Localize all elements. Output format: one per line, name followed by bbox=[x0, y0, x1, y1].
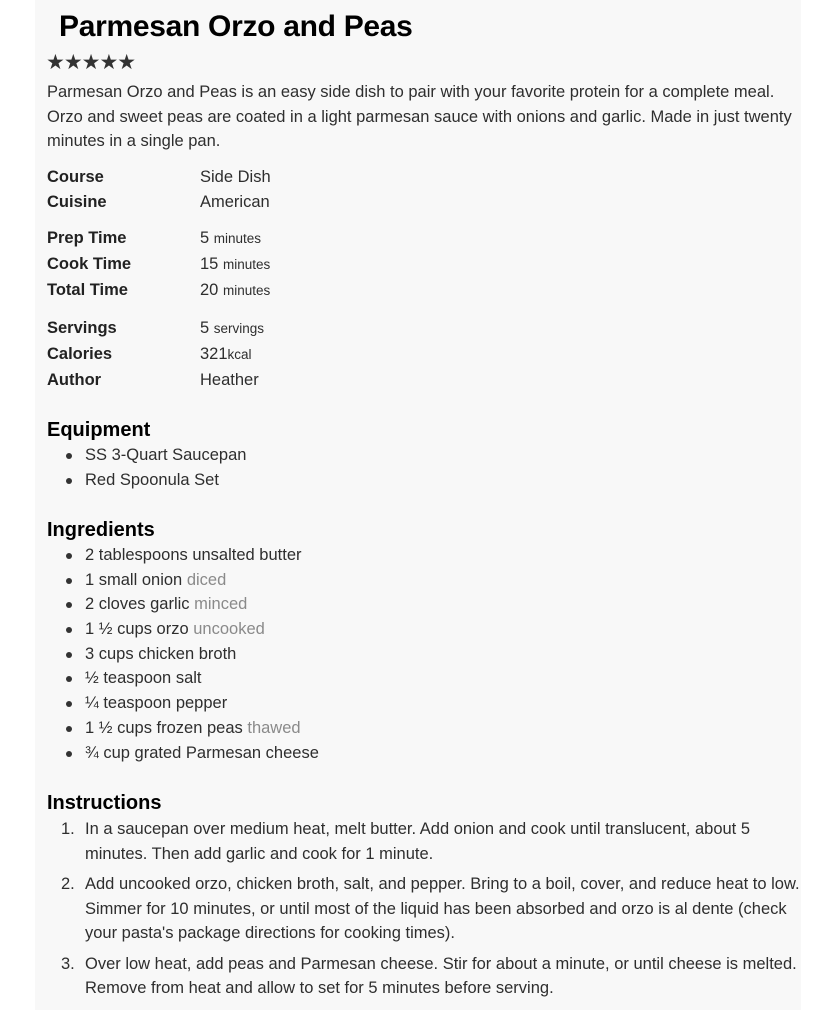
step-text: Over low heat, add peas and Parmesan cheese. Stir for about a minute, or until cheese is melted. Remove from heat and allow to set for 5 minutes before serving. bbox=[85, 954, 797, 997]
calories-unit: kcal bbox=[227, 347, 252, 362]
cuisine-value: American bbox=[200, 193, 270, 211]
servings-label: Servings bbox=[47, 319, 117, 337]
star-rating[interactable]: ★★★★★ bbox=[46, 51, 136, 74]
ingredients-list bbox=[47, 543, 319, 765]
equipment-list bbox=[47, 443, 246, 492]
ingredient-note: thawed bbox=[247, 718, 301, 737]
ingredients-heading: Ingredients bbox=[47, 519, 155, 541]
prep-time-number: 5 bbox=[200, 229, 210, 247]
ingredient-text: 1 ½ cups frozen peas bbox=[85, 718, 243, 737]
recipe-description: Parmesan Orzo and Peas is an easy side dish to pair with your favorite protein for a complete meal. Orzo and sweet peas are coated in a light parmesan sauce with onions and garlic. Made in just twenty minutes in a single pan. bbox=[47, 83, 792, 150]
instruction-step bbox=[47, 817, 805, 866]
course-value: Side Dish bbox=[200, 168, 271, 186]
cook-time-value bbox=[200, 255, 270, 274]
course-label: Course bbox=[47, 168, 104, 186]
ingredient-item bbox=[47, 543, 319, 568]
calories-number: 321 bbox=[200, 345, 228, 363]
step-number: 2. bbox=[61, 875, 75, 893]
ingredient-text: 1 ½ cups orzo bbox=[85, 620, 189, 639]
ingredient-note: diced bbox=[186, 570, 227, 589]
cuisine-label: Cuisine bbox=[47, 193, 107, 211]
ingredient-text: 1 small onion bbox=[85, 570, 183, 589]
ingredient-text: ¼ teaspoon pepper bbox=[85, 694, 228, 713]
equipment-item[interactable]: SS 3-Quart Saucepan bbox=[47, 443, 246, 468]
total-time-unit: minutes bbox=[222, 283, 271, 298]
ingredient-text: 3 cups chicken broth bbox=[85, 644, 237, 663]
prep-time-unit: minutes bbox=[213, 231, 262, 246]
ingredient-item bbox=[47, 568, 319, 593]
ingredient-item bbox=[47, 716, 319, 741]
total-time-label: Total Time bbox=[47, 281, 128, 299]
ingredient-text: 2 cloves garlic bbox=[85, 595, 190, 614]
cook-time-number: 15 bbox=[200, 255, 219, 273]
ingredient-note: uncooked bbox=[193, 620, 265, 639]
ingredient-item bbox=[47, 617, 319, 642]
equipment-item[interactable]: Red Spoonula Set bbox=[47, 468, 246, 493]
prep-time-value bbox=[200, 229, 261, 248]
ingredient-item bbox=[47, 741, 319, 766]
ingredient-text: ¾ cup grated Parmesan cheese bbox=[85, 743, 319, 762]
servings-number: 5 bbox=[200, 319, 210, 337]
servings-unit: servings bbox=[213, 321, 265, 336]
instructions-heading: Instructions bbox=[47, 792, 162, 814]
author-value: Heather bbox=[200, 371, 259, 389]
total-time-value bbox=[200, 281, 270, 300]
step-number: 1. bbox=[61, 820, 75, 838]
cook-time-unit: minutes bbox=[222, 257, 271, 272]
calories-label: Calories bbox=[47, 345, 113, 363]
ingredient-text: 2 tablespoons unsalted butter bbox=[85, 546, 302, 564]
recipe-title: Parmesan Orzo and Peas bbox=[59, 10, 413, 43]
prep-time-label: Prep Time bbox=[47, 229, 127, 247]
author-label: Author bbox=[47, 371, 102, 389]
ingredient-item bbox=[47, 666, 319, 691]
equipment-heading: Equipment bbox=[47, 419, 151, 441]
step-text: Add uncooked orzo, chicken broth, salt, and pepper. Bring to a boil, cover, and reduce heat to low. Simmer for 10 minutes, or until most of the liquid has been absorbed and orzo is al dente (check your pasta's package directions for cooking times). bbox=[85, 875, 800, 942]
instruction-step bbox=[47, 872, 805, 946]
step-text: In a saucepan over medium heat, melt butter. Add onion and cook until translucent, about 5 minutes. Then add garlic and cook for 1 minute. bbox=[85, 820, 751, 863]
ingredient-item bbox=[47, 691, 319, 716]
cook-time-label: Cook Time bbox=[47, 255, 132, 273]
ingredient-text: ½ teaspoon salt bbox=[85, 669, 202, 688]
ingredient-item bbox=[47, 592, 319, 617]
servings-value[interactable] bbox=[200, 319, 264, 338]
instructions-list bbox=[47, 817, 805, 1007]
total-time-number: 20 bbox=[200, 281, 219, 299]
ingredient-item bbox=[47, 642, 319, 667]
calories-value bbox=[200, 345, 252, 364]
step-number: 3. bbox=[61, 954, 75, 973]
ingredient-note: minced bbox=[194, 595, 248, 614]
instruction-step bbox=[47, 952, 805, 1001]
